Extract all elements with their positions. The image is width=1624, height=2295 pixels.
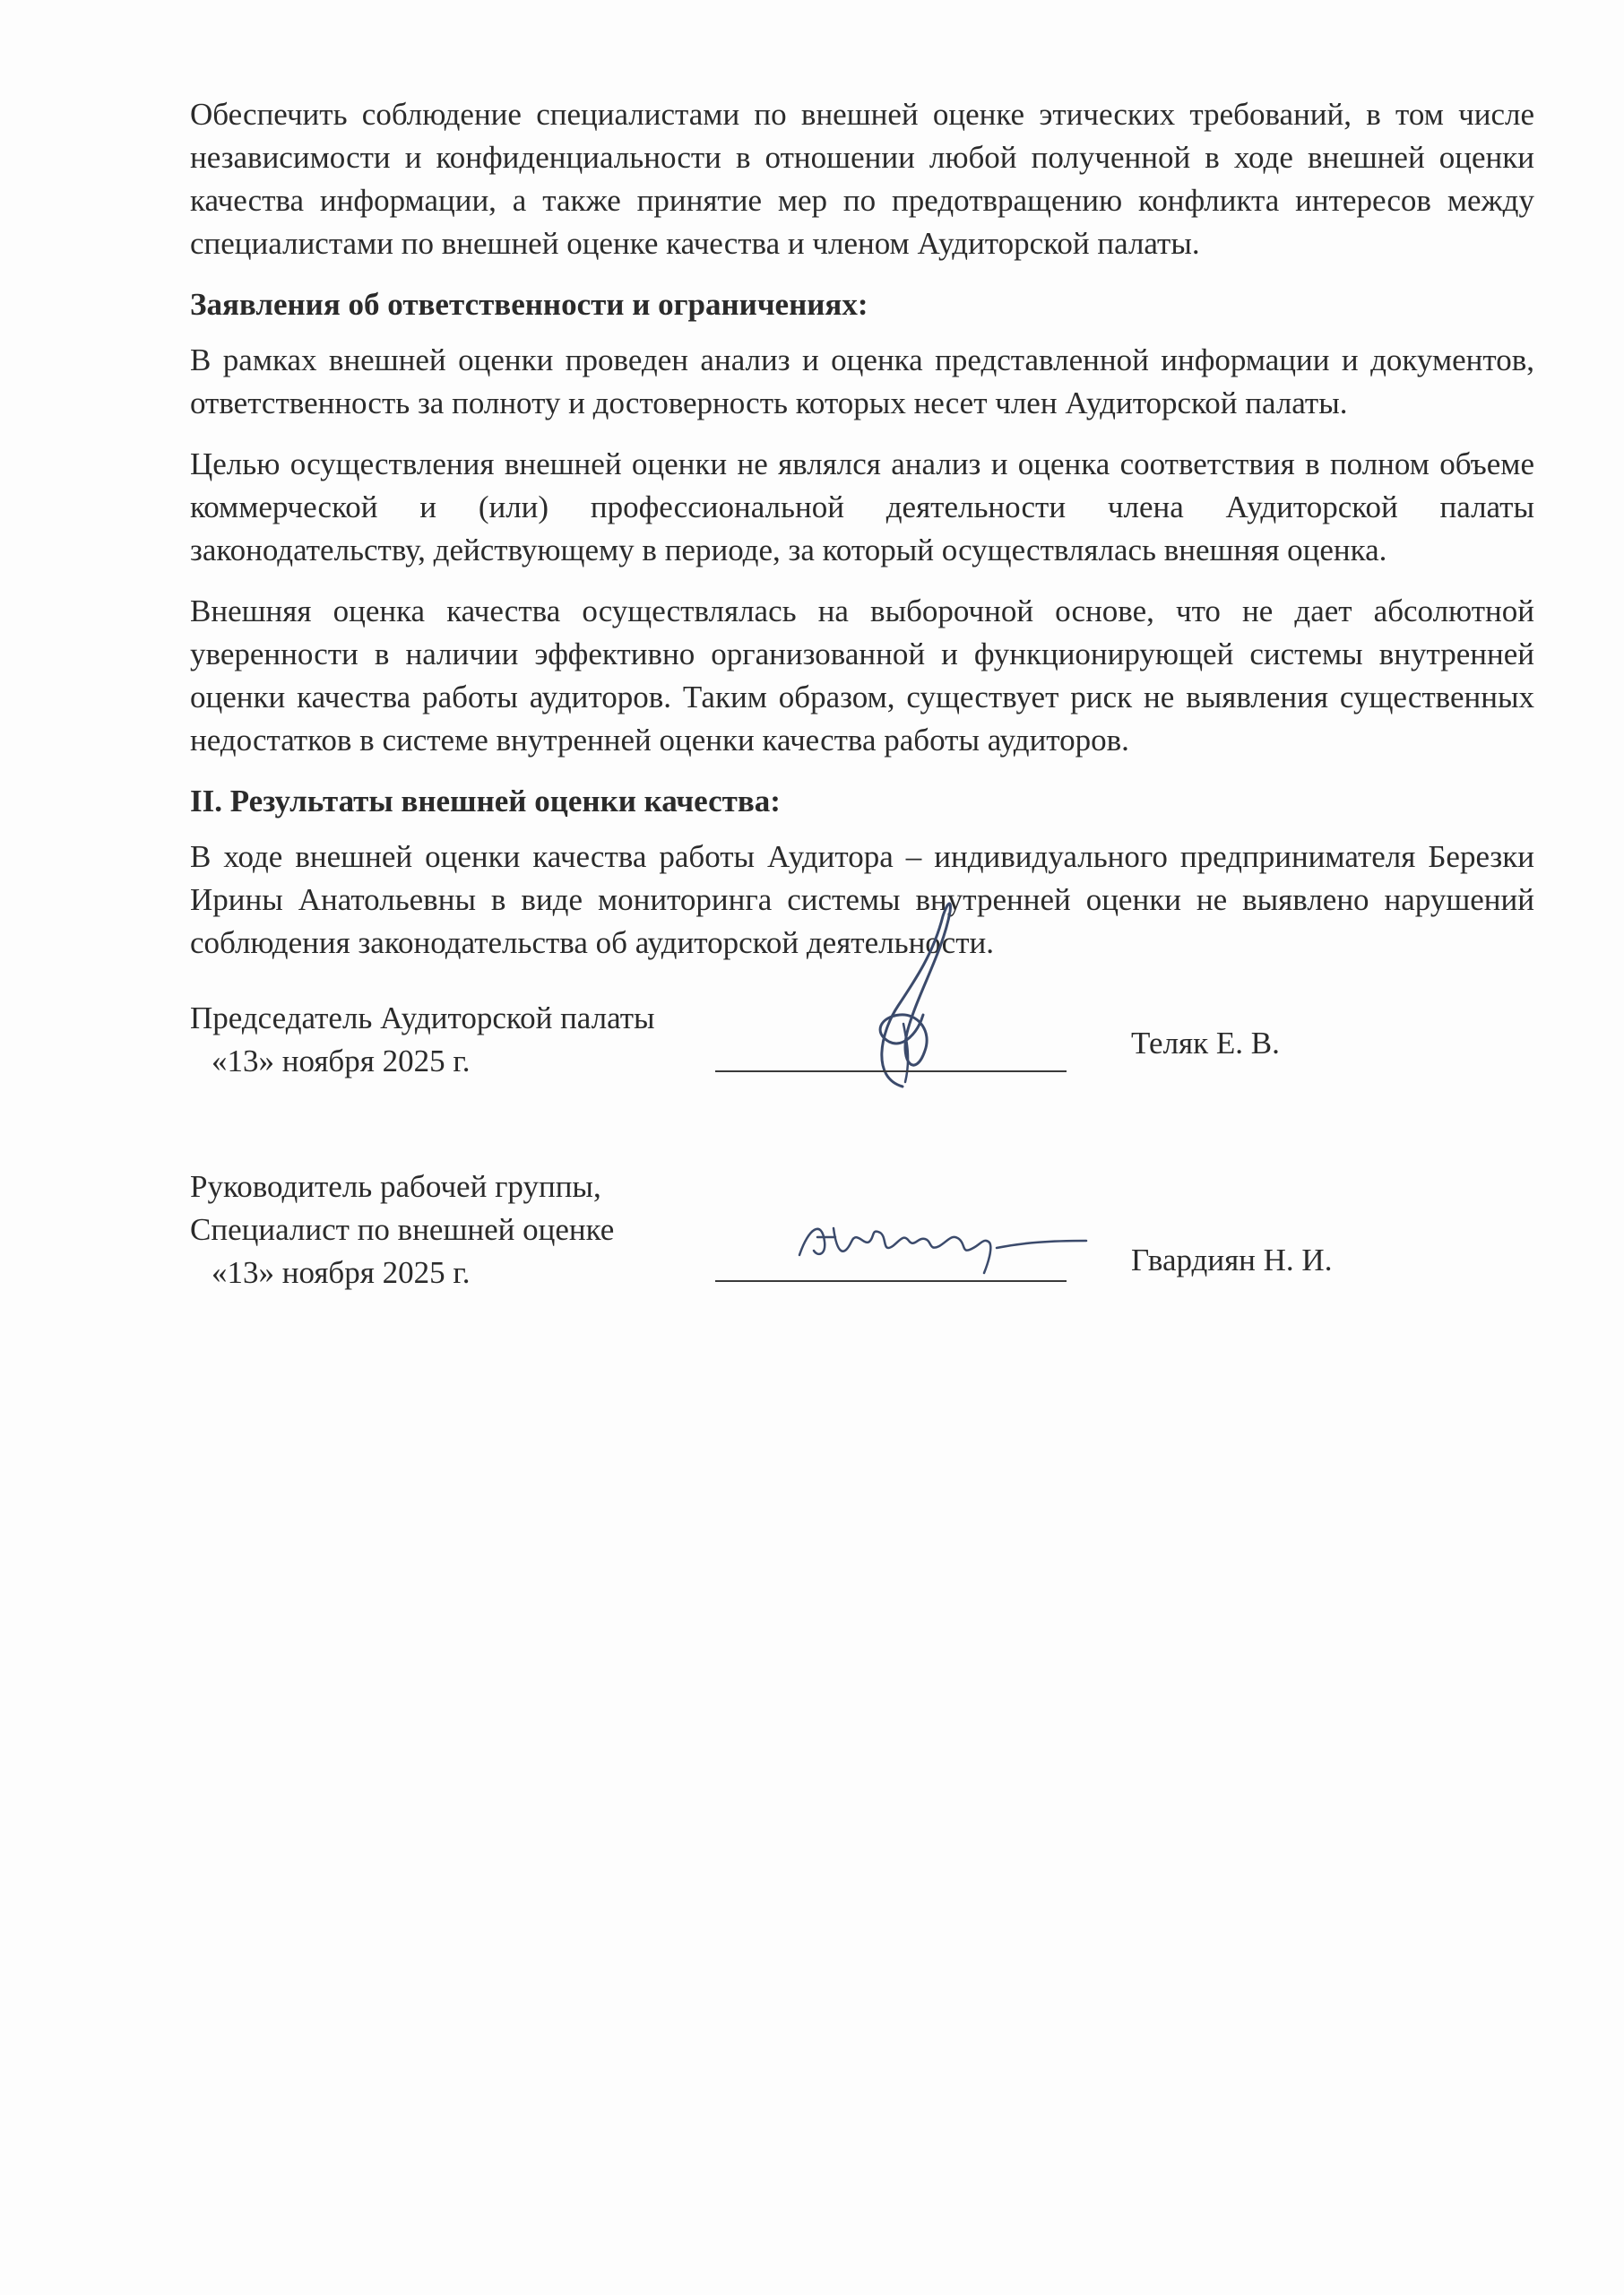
signature-line	[715, 1280, 1067, 1282]
paragraph-statements-1: В рамках внешней оценки проведен анализ и оценка представленной информации и документов, ответственность за полноту и достоверность которых несет член Аудиторской палаты.	[190, 342, 1534, 420]
paragraph-statements-3: Внешняя оценка качества осуществлялась на выборочной основе, что не дает абсолютной уверенности в наличии эффективно организованной и функционирующей системы внутренней оценки качества работы аудиторов. Таким образом, существует риск не выявления существенных недостатков в системе внутренней оценки качества работы аудиторов.	[190, 593, 1534, 758]
paragraph-results-1: В ходе внешней оценки качества работы Аудитора – индивидуального предпринимателя Березки Ирины Анатольевны в виде мониторинга системы внутренней оценки не выявлено нарушений соблюдения законодательства об аудиторской деятельности.	[190, 839, 1534, 960]
signature-role-line: Руководитель рабочей группы,	[190, 1169, 601, 1204]
signature-role	[190, 1165, 728, 1295]
paragraph-ethics: Обеспечить соблюдение специалистами по внешней оценке этических требований, в том числе независимости и конфиденциальности в отношении любой полученной в ходе внешней оценки качества информации, а также принятие мер по предотвращению конфликта интересов между специалистами по внешней оценке качества и членом Аудиторской палаты.	[190, 97, 1534, 261]
paragraph-statements-2: Целью осуществления внешней оценки не являлся анализ и оценка соответствия в полном объеме коммерческой и (или) профессиональной деятельности члена Аудиторской палаты законодательству, действующему в периоде, за который осуществлялась внешняя оценка.	[190, 446, 1534, 567]
handwritten-signature-icon	[782, 1201, 1104, 1282]
heading-statements: Заявления об ответственности и ограничениях:	[190, 287, 868, 322]
signature-role	[190, 997, 728, 1083]
signature-date: «13» ноября 2025 г.	[212, 1255, 471, 1290]
signature-date: «13» ноября 2025 г.	[212, 1044, 471, 1078]
signature-role-line: Специалист по внешней оценке	[190, 1212, 615, 1247]
signatory-name: Теляк Е. В.	[1131, 1026, 1280, 1061]
document-body	[190, 93, 1534, 983]
signature-line	[715, 1070, 1067, 1072]
heading-results: II. Результаты внешней оценки качества:	[190, 784, 781, 818]
handwritten-signature-icon	[817, 898, 997, 1096]
signatory-name: Гвардиян Н. И.	[1131, 1243, 1333, 1277]
signature-role-line: Председатель Аудиторской палаты	[190, 1000, 655, 1035]
